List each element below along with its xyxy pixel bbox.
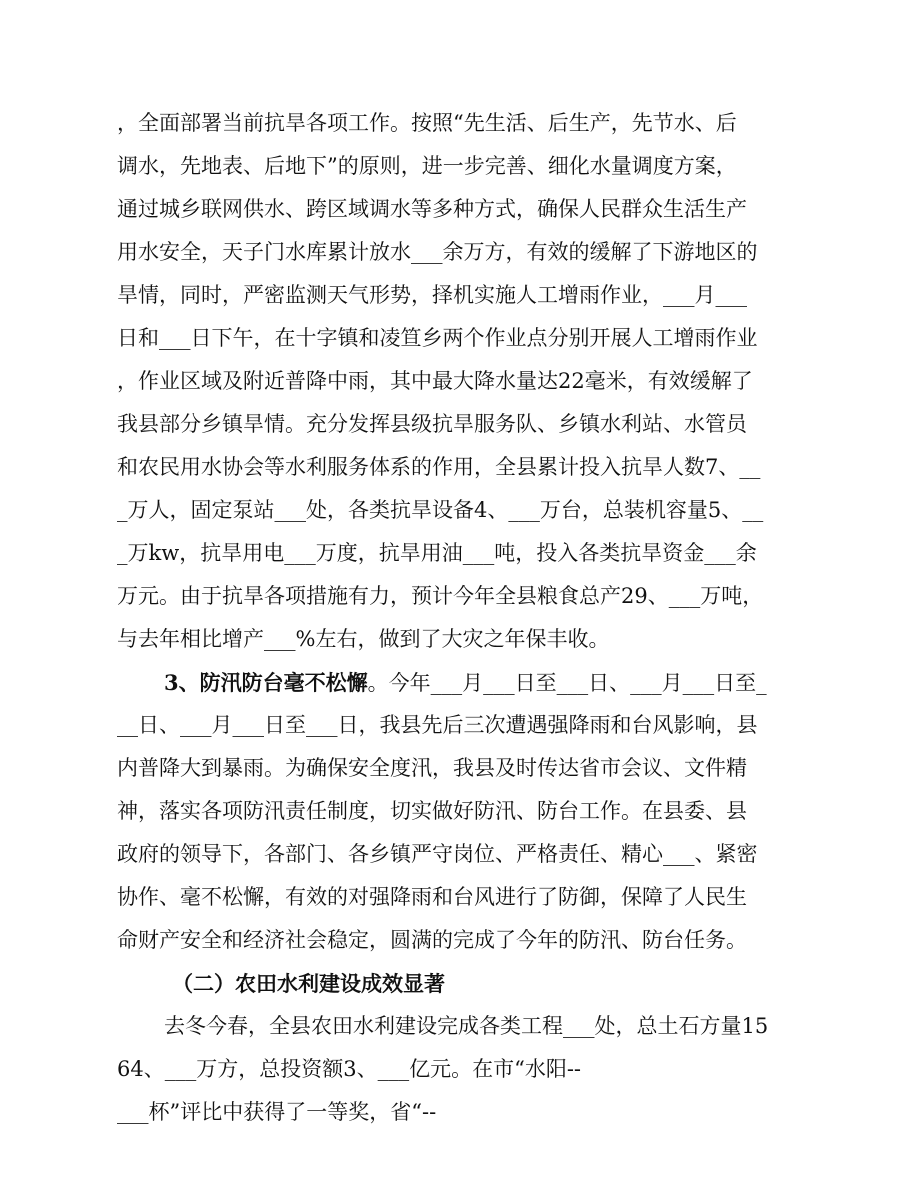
paragraph-line: 调水，先地表、后地下”的原则，进一步完善、细化水量调度方案， — [117, 154, 737, 178]
paragraph-line: 政府的领导下，各部门、各乡镇严守岗位、严格责任、精心___、紧密 — [117, 842, 758, 866]
paragraph-line: 用水安全，天子门水库累计放水___余万方，有效的缓解了下游地区的 — [117, 240, 758, 264]
paragraph-line: 内普降大到暴雨。为确保安全度汛，我县及时传达省市会议、文件精 — [117, 756, 747, 780]
paragraph-line: 旱情，同时，严密监测天气形势，择机实施人工增雨作业，___月___ — [117, 283, 747, 307]
paragraph-line: ___杯”评比中获得了一等奖，省“-- — [117, 1100, 437, 1124]
paragraph-line: ，全面部署当前抗旱各项工作。按照“先生活、后生产，先节水、后 — [117, 111, 737, 135]
section-two-heading: （二）农田水利建设成效显著 — [172, 971, 445, 996]
section3-heading: 3、防汛防台毫不松懈 — [164, 670, 368, 695]
paragraph-line: _万kw，抗旱用电___万度，抗旱用油___吨，投入各类抗旱资金___余 — [117, 541, 757, 565]
paragraph-line: 日和___日下午，在十字镇和凌笪乡两个作业点分别开展人工增雨作业 — [117, 326, 758, 350]
paragraph-line: 万元。由于抗旱各项措施有力，预计今年全县粮食总产29、___万吨， — [117, 584, 764, 608]
paragraph-line: 64、___万方，总投资额3、___亿元。在市“水阳-- — [117, 1057, 582, 1081]
paragraph-line: 神，落实各项防汛责任制度，切实做好防汛、防台工作。在县委、县 — [117, 799, 747, 823]
paragraph-line: 与去年相比增产___%左右，做到了大灾之年保丰收。 — [117, 627, 610, 651]
paragraph-line: 通过城乡联网供水、跨区域调水等多种方式，确保人民群众生活生产 — [117, 197, 747, 221]
paragraph-line: 去冬今春，全县农田水利建设完成各类工程___处，总土石方量15 — [164, 1014, 769, 1038]
section3-first-line-text: 。今年___月___日至___日、___月___日至_ — [367, 671, 767, 695]
paragraph-line: ，作业区域及附近普降中雨，其中最大降水量达22毫米，有效缓解了 — [117, 369, 753, 393]
paragraph-line: __日、___月___日至___日，我县先后三次遭遇强降雨和台风影响，县 — [117, 713, 758, 737]
paragraph-line: 和农民用水协会等水利服务体系的作用，全县累计投入抗旱人数7、__ — [117, 455, 761, 479]
paragraph-line: 我县部分乡镇旱情。充分发挥县级抗旱服务队、乡镇水利站、水管员 — [117, 412, 747, 436]
paragraph-line: 命财产安全和经济社会稳定，圆满的完成了今年的防汛、防台任务。 — [117, 928, 747, 952]
paragraph-line: 协作、毫不松懈，有效的对强降雨和台风进行了防御，保障了人民生 — [117, 885, 747, 909]
section3-first-line — [117, 661, 797, 704]
paragraph-line: _万人，固定泵站___处，各类抗旱设备4、___万台，总装机容量5、__ — [117, 498, 764, 522]
document-body — [117, 102, 797, 1134]
